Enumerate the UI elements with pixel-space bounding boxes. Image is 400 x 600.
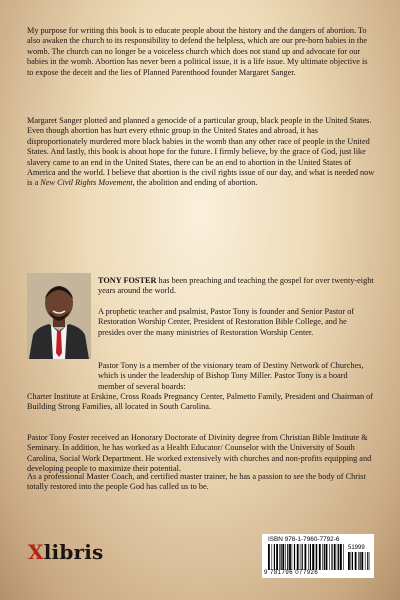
intro-text-2b: the abolition and ending of abortion. (134, 178, 258, 188)
bio-intro (98, 276, 374, 297)
isbn-text: ISBN 978-1-7960-7792-6 (268, 536, 340, 543)
intro-paragraph-2 (27, 116, 375, 189)
price-code: 51999 (348, 545, 365, 551)
price-barcode (348, 552, 370, 572)
bio-paragraph-4: Charter Institute at Erskine, Cross Roads Pregnancy Center, Palmetto Family, President and Chairman of Building Strong Families, all located in South Carolina. (27, 392, 374, 412)
author-photo (27, 273, 91, 359)
bio-paragraph-6: As a professional Master Coach, and certified master trainer, he has a passion to see the body of Christ totally restored into the people God has called us to be. (27, 472, 366, 492)
logo-x: X (28, 540, 44, 564)
intro-text-1: My purpose for writing this book is to educate people about the history and the dangers of abortion. To also awaken the church to its responsibility to defend the helpless, which are our pre-born babies in the womb. The church can no longer be a voiceless church which does not stand up and advocate for our babies in the womb. Abortion has never been a political issue, it is a life issue. My ultimate objective is to expose the deceit and the lies of Planned Parenthood founder Margaret Sanger. (27, 26, 368, 77)
ean-number: 9 781796 077926 (264, 570, 319, 576)
author-name: TONY FOSTER (98, 276, 157, 285)
author-portrait-image (27, 273, 91, 359)
intro-text-2a: Margaret Sanger plotted and planned a genocide of a particular group, black people in the United States. Even though abortion has hurt every ethnic group in the United States and abroad, it has disproportionately murdered more black babies in the womb than any other race of people in the United States. And lastly, this book is about hope for the future. I firmly believe, by the grace of God, just like slavery came to an end in the United States, there can be an end to abortion in the United States of America and the world. I believe that abortion is the civil rights issue of our day, and what is needed now is a (27, 116, 375, 188)
barcode-area (262, 534, 374, 578)
bio-paragraph-5: Pastor Tony Foster received an Honorary Doctorate of Divinity degree from Christian Bible Institute & Seminary. In addition, he has worked as a Health Educator/ Counselor with the University of South Carolina, Social Work Department. He worked extensively with churches and non-profits equipping and developing people to maximize their potential. (27, 433, 372, 474)
bio-paragraph-3: Pastor Tony is a member of the visionary team of Destiny Network of Churches, which is under the leadership of Bishop Tony Miller. Pastor Tony is a board member of several boards: (98, 361, 364, 391)
bio-paragraph-2: A prophetic teacher and psalmist, Pastor Tony is founder and Senior Pastor of Restoration Worship Center, President of Restoration Bible College, and he presides over the many ministries of Restoration Worship Center. (98, 307, 355, 337)
isbn-barcode (268, 544, 344, 570)
logo-text: libris (43, 540, 104, 564)
bio-intro-text: has been preaching and teaching the gospel for over twenty-eight years around the world. (98, 276, 374, 296)
intro-paragraph-1 (27, 26, 375, 78)
publisher-logo (28, 540, 104, 564)
movement-title: New Civil Rights Movement, (40, 178, 135, 188)
